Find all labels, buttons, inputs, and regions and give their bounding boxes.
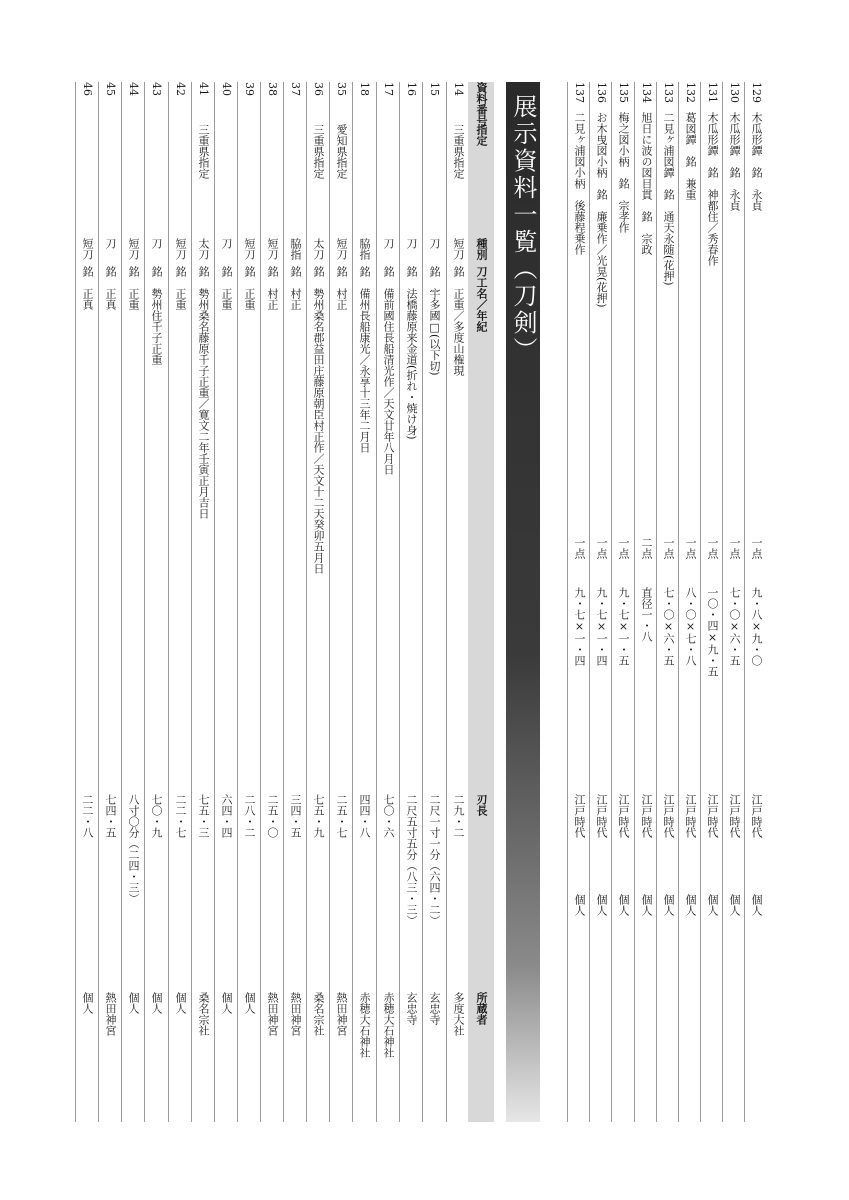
cell-num: 132 [684, 82, 697, 103]
cell-kind: 太刀 [312, 238, 325, 260]
cell-size: 九・七×一・五 [617, 587, 630, 666]
cell-period: 江戸時代 [684, 794, 697, 838]
cell-length: 八寸〇分（二四・三） [127, 794, 140, 904]
cell-period: 江戸時代 [706, 794, 719, 838]
header-owner: 所蔵者 [475, 992, 488, 1025]
cell-desc: 木瓜形鐔 銘 永貞 [750, 112, 763, 211]
cell-owner: 個人 [617, 894, 630, 916]
cell-count: 一点 [728, 537, 741, 559]
cell-kind: 短刀 [335, 238, 348, 260]
cell-num: 45 [104, 82, 117, 96]
cell-maker: 銘 正重／多度山権現 [452, 266, 465, 376]
cell-count: 一点 [706, 537, 719, 559]
cell-num: 130 [728, 82, 741, 103]
table-row [306, 82, 329, 1122]
cell-num: 42 [174, 82, 187, 96]
cell-length: 七五・九 [312, 794, 325, 838]
cell-maker: 銘 法橋藤原来金道(折れ・焼け身) [405, 266, 418, 440]
header-maker: 刀工名／年紀 [475, 266, 488, 332]
cell-owner: 桑名宗社 [312, 992, 325, 1036]
cell-num: 36 [312, 82, 325, 96]
cell-num: 18 [358, 82, 371, 96]
cell-owner: 熱田神宮 [266, 992, 279, 1036]
cell-period: 江戸時代 [662, 794, 675, 838]
cell-num: 136 [595, 82, 608, 103]
table-row [283, 82, 306, 1122]
cell-kind: 短刀 [127, 238, 140, 260]
cell-count: 二点 [640, 537, 653, 559]
header-kind: 種別 [475, 238, 488, 260]
table-row [722, 82, 745, 1122]
cell-desc: 二見ヶ浦図鐔 銘 通天永随(花押) [662, 112, 675, 286]
cell-designation: 三重県指定 [452, 124, 465, 179]
table-row [611, 82, 634, 1122]
cell-maker: 銘 村正 [335, 266, 348, 310]
table-row [567, 82, 590, 1122]
cell-kind: 短刀 [243, 238, 256, 260]
cell-count: 一点 [595, 537, 608, 559]
table-row [678, 82, 701, 1122]
cell-length: 二八・二 [243, 794, 256, 838]
table-row [75, 82, 98, 1122]
cell-kind: 短刀 [174, 238, 187, 260]
cell-owner: 熱田神宮 [289, 992, 302, 1036]
cell-num: 46 [81, 82, 94, 96]
cell-owner: 個人 [684, 894, 697, 916]
cell-length: 二五・〇 [266, 794, 279, 838]
cell-num: 129 [750, 82, 763, 103]
table-row [700, 82, 723, 1122]
cell-size: 八・〇×七・八 [684, 587, 697, 666]
cell-period: 江戸時代 [573, 794, 586, 838]
cell-count: 一点 [573, 537, 586, 559]
cell-owner: 個人 [573, 894, 586, 916]
cell-period: 江戸時代 [617, 794, 630, 838]
cell-maker: 銘 宇多國□(以下切) [428, 266, 441, 376]
cell-kind: 刀 [220, 238, 233, 249]
cell-owner: 赤穂大石神社 [358, 992, 371, 1058]
cell-desc: お木曳図小柄 銘 廉乗作／光晃(花押) [595, 112, 608, 308]
cell-length: 四四・八 [358, 794, 371, 838]
cell-owner: 個人 [595, 894, 608, 916]
cell-num: 133 [662, 82, 675, 103]
table-row [634, 82, 657, 1122]
cell-kind: 脇指 [358, 238, 371, 260]
table-row [656, 82, 679, 1122]
table-row [260, 82, 283, 1122]
cell-num: 44 [127, 82, 140, 96]
cell-owner: 個人 [243, 992, 256, 1014]
cell-period: 江戸時代 [595, 794, 608, 838]
cell-maker: 銘 村正 [289, 266, 302, 310]
cell-size: 九・七×一・四 [573, 587, 586, 666]
cell-length: 七〇・六 [382, 794, 395, 838]
table-row [191, 82, 214, 1122]
cell-kind: 短刀 [266, 238, 279, 260]
cell-num: 134 [640, 82, 653, 103]
cell-kind: 刀 [382, 238, 395, 249]
cell-num: 43 [150, 82, 163, 96]
cell-owner: 個人 [174, 992, 187, 1014]
cell-kind: 短刀 [452, 238, 465, 260]
table-row [446, 82, 469, 1122]
cell-maker: 銘 正重 [243, 266, 256, 310]
cell-maker: 銘 備前國住長船清光作／天文廿年八月日 [382, 266, 395, 475]
cell-length: 七五・三 [197, 794, 210, 838]
cell-desc: 木瓜形鐔 銘 永貞 [728, 112, 741, 211]
cell-count: 一点 [684, 537, 697, 559]
cell-size: 一〇・四×九・五 [706, 587, 719, 677]
cell-length: 七四・五 [104, 794, 117, 838]
cell-maker: 銘 勢州住千子正重 [150, 266, 163, 365]
cell-kind: 刀 [104, 238, 117, 249]
cell-owner: 玄忠寺 [428, 992, 441, 1025]
cell-owner: 多度大社 [452, 992, 465, 1036]
cell-maker: 銘 正重 [174, 266, 187, 310]
cell-length: 三四・五 [289, 794, 302, 838]
cell-num: 39 [243, 82, 256, 96]
cell-length: 二九・二 [452, 794, 465, 838]
cell-desc: 葛図鐔 銘 兼重 [684, 112, 697, 200]
cell-owner: 赤穂大石神社 [382, 992, 395, 1058]
cell-designation: 三重県指定 [312, 124, 325, 179]
cell-num: 135 [617, 82, 630, 103]
cell-maker: 銘 村正 [266, 266, 279, 310]
cell-period: 江戸時代 [640, 794, 653, 838]
table-row [98, 82, 121, 1122]
cell-num: 40 [220, 82, 233, 96]
cell-length: 六四・四 [220, 794, 233, 838]
cell-length: 二二・八 [81, 794, 94, 838]
cell-owner: 個人 [706, 894, 719, 916]
table-row [237, 82, 260, 1122]
cell-desc: 梅之図小柄 銘 宗孝作 [617, 112, 630, 233]
header-length: 刃長 [475, 794, 488, 816]
table-row [376, 82, 399, 1122]
cell-maker: 銘 勢州桑名藤原千子正重／寛文二年壬寅正月吉日 [197, 266, 210, 519]
cell-count: 一点 [750, 537, 763, 559]
cell-size: 九・八×九・〇 [750, 587, 763, 666]
cell-maker: 銘 勢州桑名郡益田庄藤原朝臣村正作／天文十二天癸卯五月日 [312, 266, 325, 574]
cell-maker: 銘 正重 [127, 266, 140, 310]
cell-num: 131 [706, 82, 719, 103]
cell-num: 17 [382, 82, 395, 96]
cell-owner: 個人 [640, 894, 653, 916]
cell-designation: 愛知県指定 [335, 124, 348, 179]
cell-desc: 二見ヶ浦図小柄 後藤程乗作 [573, 112, 586, 255]
cell-period: 江戸時代 [750, 794, 763, 838]
table-row [589, 82, 612, 1122]
table-row [352, 82, 375, 1122]
cell-owner: 熱田神宮 [335, 992, 348, 1036]
cell-kind: 脇指 [289, 238, 302, 260]
cell-size: 九・七×一・四 [595, 587, 608, 666]
cell-kind: 短刀 [81, 238, 94, 260]
cell-maker: 銘 備州長船康光／永享十三年二月日 [358, 266, 371, 453]
table-row [214, 82, 237, 1122]
cell-maker: 銘 正真 [81, 266, 94, 310]
cell-length: 二尺一寸一分（六四・二） [428, 794, 441, 926]
cell-maker: 銘 正重 [220, 266, 233, 310]
cell-size: 七・〇×六・五 [728, 587, 741, 666]
table-row [329, 82, 352, 1122]
cell-num: 14 [452, 82, 465, 96]
header-num: 資料番号 [475, 82, 488, 126]
cell-owner: 個人 [750, 894, 763, 916]
cell-num: 35 [335, 82, 348, 96]
cell-num: 15 [428, 82, 441, 96]
cell-owner: 個人 [728, 894, 741, 916]
cell-desc: 旭日に波の図目貫 銘 宗政 [640, 112, 653, 255]
table-header [470, 82, 492, 1122]
cell-maker: 銘 正真 [104, 266, 117, 310]
table-row [422, 82, 445, 1122]
cell-period: 江戸時代 [728, 794, 741, 838]
cell-num: 41 [197, 82, 210, 96]
cell-owner: 個人 [220, 992, 233, 1014]
cell-owner: 個人 [662, 894, 675, 916]
cell-length: 七〇・九 [150, 794, 163, 838]
cell-length: 二五・七 [335, 794, 348, 838]
cell-owner: 桑名宗社 [197, 992, 210, 1036]
cell-kind: 刀 [150, 238, 163, 249]
cell-length: 二尺五寸五分（八三・三） [405, 794, 418, 926]
cell-length: 二二・七 [174, 794, 187, 838]
cell-num: 16 [405, 82, 418, 96]
cell-kind: 太刀 [197, 238, 210, 260]
cell-owner: 個人 [127, 992, 140, 1014]
cell-count: 一点 [662, 537, 675, 559]
page-title: 展示資料一覧（刀剣） [509, 94, 537, 364]
cell-desc: 木瓜形鐔 銘 神都住／秀春作 [706, 112, 719, 266]
table-row [144, 82, 167, 1122]
cell-count: 一点 [617, 537, 630, 559]
table-row [168, 82, 191, 1122]
cell-kind: 刀 [405, 238, 418, 249]
cell-num: 38 [266, 82, 279, 96]
table-row [744, 82, 767, 1122]
cell-num: 137 [573, 82, 586, 103]
cell-owner: 玄忠寺 [405, 992, 418, 1025]
cell-owner: 熱田神宮 [104, 992, 117, 1036]
table-row [399, 82, 422, 1122]
table-row [121, 82, 144, 1122]
cell-num: 37 [289, 82, 302, 96]
cell-owner: 個人 [81, 992, 94, 1014]
cell-kind: 刀 [428, 238, 441, 249]
cell-size: 七・〇×六・五 [662, 587, 675, 666]
cell-designation: 三重県指定 [197, 124, 210, 179]
cell-size: 直径一・八 [640, 587, 653, 642]
cell-owner: 個人 [150, 992, 163, 1014]
header-designation: 指定 [475, 124, 488, 146]
